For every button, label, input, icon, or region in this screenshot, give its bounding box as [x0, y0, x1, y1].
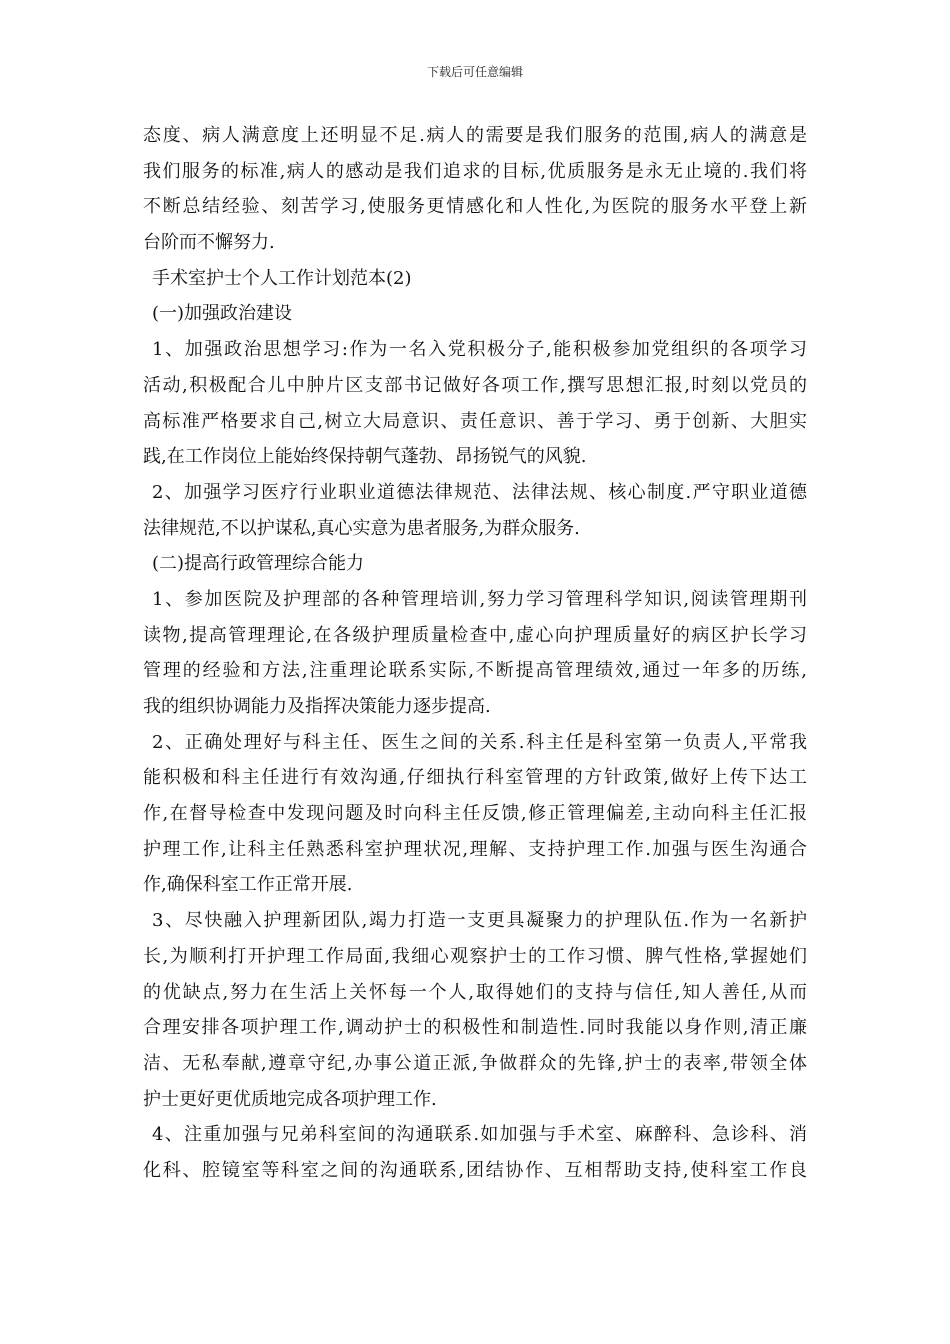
text-line: 1、参加医院及护理部的各种管理培训,努力学习管理科学知识,阅读管理期刊: [152, 588, 807, 610]
text-line: 管理的经验和方法,注重理论联系实际,不断提高管理绩效,通过一年多的历练,: [143, 660, 807, 682]
text-line: 洁、无私奉献,遵章守纪,办事公道正派,争做群众的先锋,护士的表率,带领全体: [143, 1052, 807, 1074]
page-header-note: 下载后可任意编辑: [426, 65, 523, 79]
text-line: 作,在督导检查中发现问题及时向科主任反馈,修正管理偏差,主动向科主任汇报: [143, 803, 807, 825]
text-line: 3、尽快融入护理新团队,竭力打造一支更具凝聚力的护理队伍.作为一名新护: [152, 910, 807, 932]
document-body: [143, 118, 807, 1189]
text-line: 不断总结经验、刻苦学习,使服务更情感化和人性化,为医院的服务水平登上新: [143, 196, 807, 218]
text-line: 1、加强政治思想学习:作为一名入党积极分子,能积极参加党组织的各项学习: [152, 339, 807, 361]
text-line: 护士更好更优质地完成各项护理工作.: [143, 1088, 437, 1110]
text-line: 的优缺点,努力在生活上关怀每一个人,取得她们的支持与信任,知人善任,从而: [143, 981, 807, 1003]
text-line: 护理工作,让科主任熟悉科室护理状况,理解、支持护理工作.加强与医生沟通合: [143, 838, 807, 860]
text-line: 能积极和科主任进行有效沟通,仔细执行科室管理的方针政策,做好上传下达工: [143, 767, 807, 789]
text-line: 2、加强学习医疗行业职业道德法律规范、法律法规、核心制度.严守职业道德: [152, 481, 807, 503]
text-line: 活动,积极配合儿中肿片区支部书记做好各项工作,撰写思想汇报,时刻以党员的: [143, 374, 807, 396]
text-line: 法律规范,不以护谋私,真心实意为患者服务,为群众服务.: [143, 517, 580, 539]
text-line: 合理安排各项护理工作,调动护士的积极性和制造性.同时我能以身作则,清正廉: [143, 1017, 807, 1039]
text-line: (一)加强政治建设: [152, 303, 293, 325]
text-line: 长,为顺利打开护理工作局面,我细心观察护士的工作习惯、脾气性格,掌握她们: [143, 945, 807, 967]
text-line: 我的组织协调能力及指挥决策能力逐步提高.: [143, 696, 491, 717]
text-line: (二)提高行政管理综合能力: [152, 553, 365, 575]
text-line: 化科、腔镜室等科室之间的沟通联系,团结协作、互相帮助支持,使科室工作良: [143, 1159, 807, 1181]
text-line: 读物,提高管理理论,在各级护理质量检查中,虚心向护理质量好的病区护长学习: [143, 624, 807, 646]
text-line: 态度、病人满意度上还明显不足.病人的需要是我们服务的范围,病人的满意是: [143, 125, 807, 146]
text-line: 2、正确处理好与科主任、医生之间的关系.科主任是科室第一负责人,平常我: [152, 731, 807, 753]
text-line: 台阶而不懈努力.: [143, 232, 275, 254]
text-line: 手术室护士个人工作计划范本(2): [152, 267, 412, 289]
text-line: 践,在工作岗位上能始终保持朝气蓬勃、昂扬锐气的风貌.: [143, 446, 587, 468]
text-line: 作,确保科室工作正常开展.: [143, 874, 353, 896]
text-line: 高标准严格要求自己,树立大局意识、责任意识、善于学习、勇于创新、大胆实: [143, 410, 807, 432]
text-line: 4、注重加强与兄弟科室间的沟通联系.如加强与手术室、麻醉科、急诊科、消: [152, 1124, 807, 1146]
text-line: 我们服务的标准,病人的感动是我们追求的目标,优质服务是永无止境的.我们将: [143, 160, 807, 182]
